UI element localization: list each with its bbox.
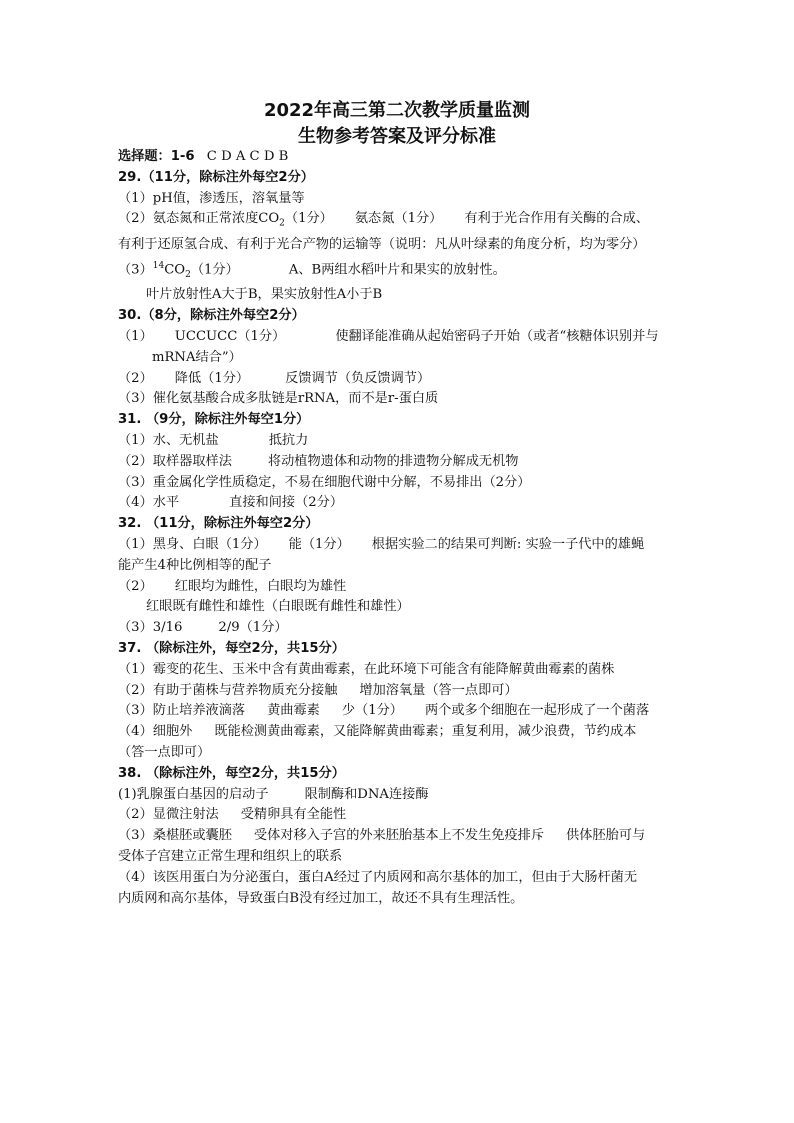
q32-line-1b: 能（1分） [288, 537, 350, 553]
q32-line-3b: 红眼均为雌性，白眼均为雄性 [174, 578, 347, 594]
q29-line-2a-sub: 2 [279, 219, 285, 230]
q31-line-4a: （4）水平 [118, 495, 180, 511]
choice-values: C D A C D B [206, 149, 289, 164]
q38-line-2 [118, 805, 688, 826]
q29-line-3: 有利于还原氢合成、有利于光合产物的运输等（说明：凡从叶绿素的角度分析，均为零分） [118, 236, 646, 252]
q30-line-3 [118, 369, 688, 390]
q38-heading: 38. （除标注外，每空2分，共15分） [118, 765, 345, 781]
q31-line-3: （3）重金属化学性质稳定，不易在细胞代谢中分解，不易排出（2分） [118, 474, 531, 490]
q32-line-3 [118, 577, 688, 598]
q37-line-3c: 少（1分） [341, 703, 403, 719]
q38-line-3 [118, 826, 688, 847]
choice-answers [118, 147, 688, 168]
q32-line-1 [118, 535, 688, 556]
q30-line-1c: 使翻译能准确从起始密码子开始（或者“核糖体识别并与 [335, 329, 659, 345]
q37-line-4b: 既能检测黄曲霉素，又能降解黄曲霉素；重复利用，减少浪费，节约成本 [214, 724, 637, 740]
q37-line-3 [118, 701, 688, 722]
q38-line-5: （4）该医用蛋白为分泌蛋白，蛋白A经过了内质网和高尔基体的加工，但由于大肠杆菌无 [118, 869, 638, 885]
q32-line-1a: （1）黑身、白眼（1分） [118, 537, 267, 553]
answer-body [118, 147, 688, 909]
q31-line-4b: 直接和间接（2分） [229, 495, 344, 511]
q30-line-2: mRNA结合”） [152, 349, 242, 365]
q37-heading: 37. （除标注外，每空2分，共15分） [118, 641, 345, 656]
page-title: 2022年高三第二次教学质量监测 [263, 100, 531, 121]
choice-label: 选择题：1-6 [118, 149, 195, 164]
q38-line-1b: 限制酶和DNA连接酶 [304, 786, 429, 802]
q30-line-3c: 反馈调节（负反馈调节） [285, 370, 431, 386]
q30-line-4: （3）催化氨基酸合成多肽链是rRNA，而不是r-蛋白质 [118, 391, 439, 407]
q37-line-5: （答一点即可） [118, 744, 211, 760]
q29-line-4d: A、B两组水稻叶片和果实的放射性。 [288, 262, 506, 278]
q31-line-2b: 将动植物遗体和动物的排遗物分解成无机物 [267, 453, 519, 469]
q37-line-2a: （2）有助于菌株与营养物质充分接触 [118, 682, 338, 698]
q29-line-2c: 氨态氮（1分） [354, 211, 443, 227]
q31-line-1a: （1）水、无机盐 [118, 433, 219, 449]
q38-line-2b: 受精卵具有全能性 [240, 807, 347, 823]
q37-line-3d: 两个或多个细胞在一起形成了一个菌落 [424, 703, 650, 719]
q31-line-1 [118, 431, 688, 452]
q29-line-5: 叶片放射性A大于B，果实放射性A小于B [146, 287, 383, 303]
q29-line-4-sub: 2 [185, 269, 191, 280]
q29-line-2d: 有利于光合作用有关酶的合成、 [464, 211, 649, 227]
q29-line-4a: （3） [118, 262, 153, 278]
q31-line-1b: 抵抗力 [268, 433, 309, 449]
q32-heading: 32. （11分，除标注外每空2分） [118, 516, 319, 532]
q30-line-3a: （2） [118, 370, 153, 386]
q29-line-2a: （2）氨态氮和正常浓度CO [118, 211, 280, 227]
q38-line-2a: （2）显微注射法 [118, 807, 219, 823]
q32-line-1c: 根据实验二的结果可判断: 实验一子代中的雄蝇 [371, 537, 645, 553]
q37-line-3b: 黄曲霉素 [267, 703, 320, 719]
q31-line-2 [118, 452, 688, 473]
q29-line-2b: （1分） [284, 211, 333, 227]
q38-line-3b: 受体对移入子宫的外来胚胎基本上不发生免疫排斥 [253, 828, 545, 844]
q38-line-3c: 供体胚胎可与 [566, 828, 646, 844]
q37-line-2b: 增加溶氧量（答一点即可） [359, 682, 518, 698]
q31-heading: 31. （9分，除标注外每空1分） [118, 412, 310, 428]
title-block [0, 98, 794, 150]
q32-line-2: 能产生4种比例相等的配子 [118, 557, 272, 573]
q32-line-3a: （2） [118, 578, 153, 594]
q32-line-4: 红眼既有雌性和雄性（白眼既有雌性和雄性） [146, 599, 410, 615]
q31-line-2a: （2）取样器取样法 [118, 453, 232, 469]
q38-line-1a: (1)乳腺蛋白基因的启动子 [118, 786, 269, 802]
q31-line-4 [118, 493, 688, 514]
q38-line-6: 内质网和高尔基体，导致蛋白B没有经过加工，故还不具有生理活性。 [118, 890, 524, 906]
q29-line-4b: CO [164, 262, 186, 278]
page-subtitle: 生物参考答案及评分标准 [298, 126, 496, 147]
q30-line-3b: 降低（1分） [174, 370, 250, 386]
q37-line-4 [118, 722, 688, 743]
q29-line-2 [118, 209, 688, 234]
q30-heading: 30.（8分，除标注外每空2分） [118, 308, 305, 324]
q37-line-4a: （4）细胞外 [118, 724, 193, 740]
q38-line-1 [118, 785, 688, 806]
q32-line-5 [118, 618, 688, 639]
q38-line-3a: （3）桑椹胚或囊胚 [118, 828, 232, 844]
q29-line-1: （1）pH值，渗透压，溶氧量等 [118, 190, 305, 206]
q38-line-4: 受体子宫建立正常生理和组织上的联系 [118, 848, 343, 864]
q32-line-5b: 2/9（1分） [218, 620, 288, 636]
q37-line-2 [118, 681, 688, 702]
q29-line-4 [118, 256, 688, 286]
q30-line-1 [118, 327, 688, 348]
q30-line-1b: UCCUCC（1分） [174, 329, 286, 345]
q29-line-4-sup: 14 [152, 260, 165, 271]
q37-line-1: （1）霉变的花生、玉米中含有黄曲霉素，在此环境下可能含有能降解黄曲霉素的菌株 [118, 661, 615, 677]
q29-heading: 29.（11分，除标注外每空2分） [118, 169, 314, 185]
q30-line-1a: （1） [118, 329, 153, 345]
q37-line-3a: （3）防止培养液滴落 [118, 703, 246, 719]
q32-line-5a: （3）3/16 [118, 620, 183, 636]
q29-line-4c: （1分） [190, 262, 239, 278]
